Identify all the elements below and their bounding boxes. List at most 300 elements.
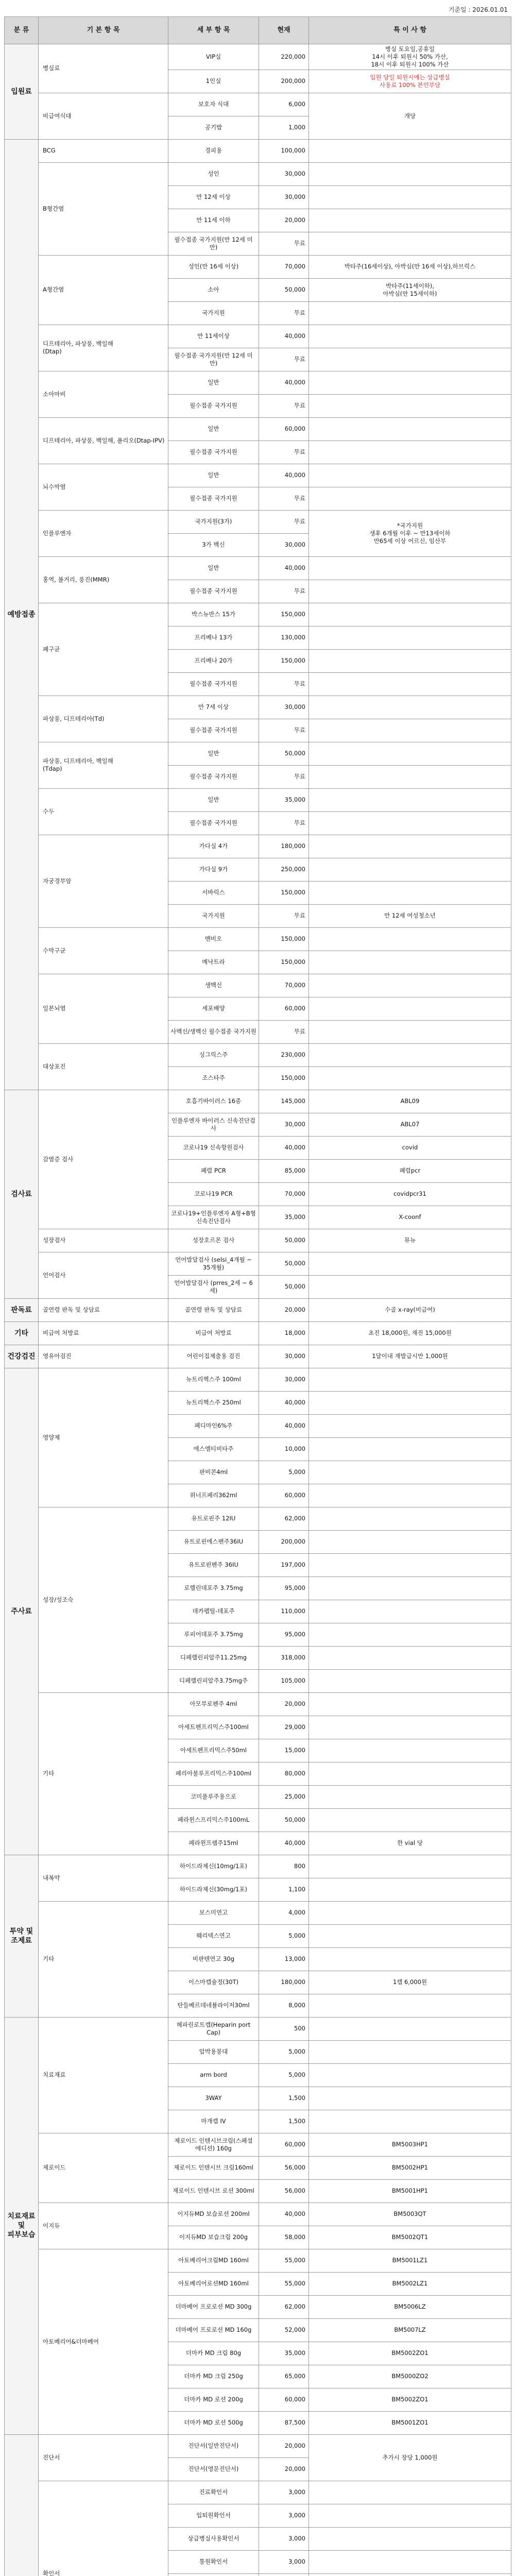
price-cell: 100,000 <box>259 139 309 162</box>
price-cell: 무료 <box>259 510 309 533</box>
detail-item-cell: 세포배양 <box>168 997 259 1020</box>
price-cell: 20,000 <box>259 2458 309 2481</box>
remarks-cell <box>309 1043 511 1066</box>
remarks-cell <box>309 1553 511 1577</box>
detail-item-cell: 소아 <box>168 278 259 301</box>
remarks-cell <box>309 1252 511 1275</box>
price-cell: 110,000 <box>259 1600 309 1623</box>
basic-item-cell: 내복약 <box>39 1855 168 1901</box>
remarks-cell <box>309 1623 511 1646</box>
remarks-cell <box>309 1020 511 1043</box>
remarks-cell: BM5001LZ1 <box>309 2249 511 2272</box>
remarks-cell: 1달이내 재발급시만 1,000원 <box>309 1345 511 1368</box>
detail-item-cell: 진료확인서 <box>168 2481 259 2504</box>
detail-item-cell: 일반 <box>168 464 259 487</box>
price-cell: 60,000 <box>259 997 309 1020</box>
category-cell <box>5 2434 39 2576</box>
remarks-cell: X-coonf <box>309 1206 511 1229</box>
table-row <box>5 1507 511 1530</box>
price-cell: 무료 <box>259 487 309 510</box>
price-cell: 65,000 <box>259 2365 309 2388</box>
remarks-cell <box>309 162 511 185</box>
remarks-cell <box>309 1808 511 1832</box>
remarks-cell: 입원 당일 퇴원시에는 상급병실 사용료 100% 본인부담 <box>309 70 511 93</box>
price-cell: 40,000 <box>259 1136 309 1159</box>
table-header-row <box>5 17 511 44</box>
detail-item-cell: 필수접종 국가지원 <box>168 487 259 510</box>
remarks-cell <box>309 1484 511 1507</box>
price-cell: 40,000 <box>259 1391 309 1414</box>
detail-item-cell: 코로나19 PCR <box>168 1182 259 1206</box>
detail-item-cell: 코로나19 신속항원검사 <box>168 1136 259 1159</box>
remarks-cell: 병실 토요일,공휴일 14시 이후 퇴원시 50% 가산, 18시 이후 퇴원시 100% 가산 <box>309 44 511 70</box>
remarks-cell <box>309 742 511 765</box>
table-row <box>5 556 511 580</box>
price-cell: 5,000 <box>259 1461 309 1484</box>
detail-item-cell: 성장호르몬 검사 <box>168 1229 259 1252</box>
detail-item-cell: 페라윈프렘주15ml <box>168 1832 259 1855</box>
basic-item-cell: 디프테리아, 파상풍, 백일해, 폴리오(Dtap-IPV) <box>39 417 168 464</box>
remarks-cell <box>309 927 511 951</box>
remarks-cell <box>309 1739 511 1762</box>
basic-item-cell: 수두 <box>39 788 168 835</box>
price-cell: 5,000 <box>259 2040 309 2063</box>
price-cell: 52,000 <box>259 2318 309 2342</box>
detail-item-cell: 통원확인서 <box>168 2550 259 2573</box>
category-cell: 판독료 <box>5 1298 39 1321</box>
category-cell: 건강검진 <box>5 1345 39 1368</box>
remarks-cell: BM5003HP1 <box>309 2133 511 2156</box>
detail-item-cell: 에스엠티비타주 <box>168 1437 259 1461</box>
remarks-cell: BM5003QT <box>309 2202 511 2226</box>
price-cell: 1,500 <box>259 2110 309 2133</box>
detail-item-cell: 필수접종 국가지원 <box>168 719 259 742</box>
basic-item-cell: 파상풍, 디프테리아(Td) <box>39 696 168 742</box>
remarks-cell <box>309 1878 511 1901</box>
remarks-cell <box>309 881 511 904</box>
detail-item-cell: 아세트펜프리믹스주100ml <box>168 1716 259 1739</box>
remarks-cell <box>309 1530 511 1553</box>
basic-item-cell: 일본뇌염 <box>39 974 168 1043</box>
table-row <box>5 696 511 719</box>
price-cell: 4,000 <box>259 1901 309 1924</box>
remarks-cell: BM5006LZ <box>309 2295 511 2318</box>
header-basic-item: 기 본 항 목 <box>39 17 168 44</box>
category-cell: 주사료 <box>5 1368 39 1855</box>
detail-item-cell: 상급병실사용확인서 <box>168 2527 259 2550</box>
remarks-cell <box>309 301 511 325</box>
table-row <box>5 93 511 116</box>
price-cell: 30,000 <box>259 533 309 556</box>
price-cell: 3,000 <box>259 2481 309 2504</box>
detail-item-cell: 코로나19+인플루엔자 A형+B형 신속진단검사 <box>168 1206 259 1229</box>
remarks-cell <box>309 2063 511 2087</box>
remarks-cell <box>309 858 511 881</box>
table-row <box>5 1901 511 1924</box>
detail-item-cell: 아토베리어로션MD 160ml <box>168 2272 259 2295</box>
table-row <box>5 2249 511 2272</box>
detail-item-cell: 생백신 <box>168 974 259 997</box>
remarks-cell <box>309 1716 511 1739</box>
detail-item-cell: 필수접종 국가지원 <box>168 394 259 417</box>
detail-item-cell: 뉴트리헥스주 250ml <box>168 1391 259 1414</box>
detail-item-cell: 하이드라제신(10mg/1포) <box>168 1855 259 1878</box>
remarks-cell <box>309 2110 511 2133</box>
remarks-cell: 한 vial 당 <box>309 1832 511 1855</box>
detail-item-cell: 성인 <box>168 162 259 185</box>
remarks-cell <box>309 2527 511 2550</box>
basic-item-cell: 디프테리아, 파상풍, 백일해 (Dtap) <box>39 325 168 371</box>
price-cell: 80,000 <box>259 1762 309 1785</box>
price-cell: 무료 <box>259 904 309 927</box>
price-cell: 40,000 <box>259 1832 309 1855</box>
table-row <box>5 44 511 70</box>
remarks-cell <box>309 2087 511 2110</box>
remarks-cell <box>309 1437 511 1461</box>
basic-item-cell: 비급여 처방료 <box>39 1321 168 1345</box>
price-cell: 180,000 <box>259 835 309 858</box>
detail-item-cell: VIP실 <box>168 44 259 70</box>
remarks-cell: 폐렴pcr <box>309 1159 511 1182</box>
table-row <box>5 162 511 185</box>
detail-item-cell: 더마베어 프로로션 MD 160g <box>168 2318 259 2342</box>
remarks-cell: BM5002HP1 <box>309 2156 511 2179</box>
price-cell: 56,000 <box>259 2179 309 2202</box>
remarks-cell <box>309 603 511 626</box>
detail-item-cell: 3가 백신 <box>168 533 259 556</box>
detail-item-cell: 언어발달검사 (selsi_4개월 ~ 35개월) <box>168 1252 259 1275</box>
remarks-cell <box>309 997 511 1020</box>
price-cell: 6,000 <box>259 93 309 116</box>
detail-item-cell: 공기밥 <box>168 116 259 139</box>
detail-item-cell: 루피어데포주 3.75mg <box>168 1623 259 1646</box>
category-cell: 입원료 <box>5 44 39 140</box>
detail-item-cell: 만 12세 이상 <box>168 185 259 209</box>
remarks-cell <box>309 1901 511 1924</box>
detail-item-cell: arm bord <box>168 2063 259 2087</box>
remarks-cell <box>309 2040 511 2063</box>
basic-item-cell: 확인서 <box>39 2481 168 2576</box>
header-category: 분 류 <box>5 17 39 44</box>
remarks-cell: BM5007LZ <box>309 2318 511 2342</box>
price-cell: 30,000 <box>259 185 309 209</box>
detail-item-cell: 판비콘4ml <box>168 1461 259 1484</box>
price-cell: 105,000 <box>259 1669 309 1692</box>
price-cell: 50,000 <box>259 1229 309 1252</box>
remarks-cell <box>309 1368 511 1391</box>
detail-item-cell: 더마카 MD 크림 80g <box>168 2342 259 2365</box>
remarks-cell <box>309 2504 511 2527</box>
detail-item-cell: 보스미연고 <box>168 1901 259 1924</box>
detail-item-cell: 경피용 <box>168 139 259 162</box>
basic-item-cell: 비급여식대 <box>39 93 168 139</box>
price-cell: 50,000 <box>259 1275 309 1298</box>
table-row <box>5 2133 511 2156</box>
detail-item-cell: 국가지원(3가) <box>168 510 259 533</box>
price-cell: 150,000 <box>259 951 309 974</box>
category-cell: 검사료 <box>5 1090 39 1298</box>
price-cell: 40,000 <box>259 556 309 580</box>
detail-item-cell: 국가지원 <box>168 904 259 927</box>
detail-item-cell: 호흡기바이러스 16종 <box>168 1090 259 1113</box>
remarks-cell <box>309 1507 511 1530</box>
detail-item-cell: 필수접종 국가지원 <box>168 765 259 788</box>
remarks-cell <box>309 2017 511 2040</box>
detail-item-cell: 싱그릭스주 <box>168 1043 259 1066</box>
remarks-cell <box>309 696 511 719</box>
table-row <box>5 1368 511 1391</box>
remarks-cell: 1캡 6,000원 <box>309 1971 511 1994</box>
table-row <box>5 510 511 533</box>
price-cell: 5,000 <box>259 1924 309 1947</box>
price-cell: 3,000 <box>259 2550 309 2573</box>
price-cell: 70,000 <box>259 1182 309 1206</box>
basic-item-cell: 자궁경부암 <box>39 835 168 927</box>
detail-item-cell: 1인실 <box>168 70 259 93</box>
table-row <box>5 835 511 858</box>
price-cell: 50,000 <box>259 742 309 765</box>
detail-item-cell: 성인(만 16세 이상) <box>168 255 259 278</box>
price-cell: 56,000 <box>259 2156 309 2179</box>
table-row <box>5 371 511 394</box>
detail-item-cell: 하이드라제신(30mg/1포) <box>168 1878 259 1901</box>
detail-item-cell: 사백신/생백신 필수접종 국가지원 <box>168 1020 259 1043</box>
remarks-cell: BM5001HP1 <box>309 2179 511 2202</box>
price-cell: 40,000 <box>259 2202 309 2226</box>
price-cell: 500 <box>259 2017 309 2040</box>
detail-item-cell <box>168 2573 259 2576</box>
detail-item-cell: 뉴트리헥스주 100ml <box>168 1368 259 1391</box>
detail-item-cell: 입퇴원확인서 <box>168 2504 259 2527</box>
basic-item-cell: 언어검사 <box>39 1252 168 1298</box>
category-cell: 기타 <box>5 1321 39 1345</box>
price-cell: 60,000 <box>259 2133 309 2156</box>
remarks-cell <box>309 2481 511 2504</box>
detail-item-cell: 일반 <box>168 417 259 440</box>
detail-item-cell: 메낙트라 <box>168 951 259 974</box>
table-row <box>5 1229 511 1252</box>
remarks-cell: covidpcr31 <box>309 1182 511 1206</box>
detail-item-cell: 디페렐린피알주11.25mg <box>168 1646 259 1669</box>
table-row <box>5 255 511 278</box>
table-row <box>5 2481 511 2504</box>
price-cell: 95,000 <box>259 1623 309 1646</box>
remarks-cell <box>309 1461 511 1484</box>
detail-item-cell: 만 7세 이상 <box>168 696 259 719</box>
price-cell: 20,000 <box>259 1298 309 1321</box>
remarks-cell: *국가지원 생후 6개월 이후 ~ 만13세이하 만65세 이상 어르신, 임산부 <box>309 510 511 556</box>
remarks-cell: BM5001ZO1 <box>309 2411 511 2434</box>
price-cell: 1,100 <box>259 1878 309 1901</box>
price-cell: 3,000 <box>259 2504 309 2527</box>
basic-item-cell: 골연령 판독 및 상담료 <box>39 1298 168 1321</box>
detail-item-cell: 가다실 4가 <box>168 835 259 858</box>
detail-item-cell: 위너프페리362ml <box>168 1484 259 1507</box>
remarks-cell: 개당 <box>309 93 511 139</box>
remarks-cell <box>309 185 511 209</box>
remarks-cell <box>309 440 511 464</box>
price-cell: 1,500 <box>259 2087 309 2110</box>
detail-item-cell: 페디마인6%주 <box>168 1414 259 1437</box>
detail-item-cell: 이스마캡슐정(30T) <box>168 1971 259 1994</box>
basic-item-cell: BCG <box>39 139 168 162</box>
price-cell: 50,000 <box>259 1808 309 1832</box>
price-cell: 30,000 <box>259 162 309 185</box>
remarks-cell: ABL09 <box>309 1090 511 1113</box>
table-row <box>5 1855 511 1878</box>
basic-item-cell: B형간염 <box>39 162 168 255</box>
remarks-cell <box>309 672 511 696</box>
remarks-cell <box>309 1669 511 1692</box>
remarks-cell <box>309 1577 511 1600</box>
detail-item-cell: 마개캡 IV <box>168 2110 259 2133</box>
detail-item-cell: 데카펩틸-데포주 <box>168 1600 259 1623</box>
remarks-cell <box>309 580 511 603</box>
detail-item-cell: 제로이드 인텐시브 로션 300ml <box>168 2179 259 2202</box>
price-cell: 35,000 <box>259 2342 309 2365</box>
basic-item-cell: 기타 <box>39 1692 168 1855</box>
remarks-cell <box>309 556 511 580</box>
remarks-cell <box>309 1600 511 1623</box>
price-cell: 70,000 <box>259 974 309 997</box>
basic-item-cell: 이지듀 <box>39 2202 168 2249</box>
remarks-cell: BM5002QT1 <box>309 2226 511 2249</box>
remarks-cell <box>309 719 511 742</box>
price-cell: 85,000 <box>259 1159 309 1182</box>
detail-item-cell: 멘비오 <box>168 927 259 951</box>
basic-item-cell: 뇌수막염 <box>39 464 168 510</box>
price-cell: 800 <box>259 1855 309 1878</box>
detail-item-cell: 일반 <box>168 742 259 765</box>
remarks-cell <box>309 1066 511 1090</box>
remarks-cell <box>309 139 511 162</box>
basic-item-cell: 성장/성조숙 <box>39 1507 168 1692</box>
detail-item-cell: 만 11세이상 <box>168 325 259 348</box>
price-cell: 40,000 <box>259 464 309 487</box>
remarks-cell: 박타주(16세이상), 아박심(만 16세 이상),하브릭스 <box>309 255 511 278</box>
detail-item-cell: 더마카 MD 로션 200g <box>168 2388 259 2411</box>
detail-item-cell: 헤파린로트캡(Heparin port Cap) <box>168 2017 259 2040</box>
remarks-cell <box>309 2573 511 2576</box>
remarks-cell <box>309 951 511 974</box>
detail-item-cell: 보호자 식대 <box>168 93 259 116</box>
detail-item-cell: 일반 <box>168 556 259 580</box>
standard-date: 기준일 : 2026.01.01 <box>448 6 508 13</box>
table-row <box>5 742 511 765</box>
table-row <box>5 1252 511 1275</box>
remarks-cell <box>309 974 511 997</box>
header-detail-item: 세 부 항 목 <box>168 17 259 44</box>
price-cell: 87,500 <box>259 2411 309 2434</box>
price-cell: 58,000 <box>259 2226 309 2249</box>
price-cell: 3,000 <box>259 2527 309 2550</box>
price-cell: 5,000 <box>259 2063 309 2087</box>
basic-item-cell: A형간염 <box>39 255 168 325</box>
detail-item-cell: 언어발달검사 (prres_2세 ~ 6세) <box>168 1275 259 1298</box>
remarks-cell: 만 12세 여성청소년 <box>309 904 511 927</box>
price-cell: 무료 <box>259 394 309 417</box>
detail-item-cell: 프리베나 20가 <box>168 649 259 672</box>
fee-table-body <box>5 44 511 2576</box>
detail-item-cell: 골연령 판독 및 상담료 <box>168 1298 259 1321</box>
detail-item-cell: 유트로핀주 12IU <box>168 1507 259 1530</box>
price-cell: 200,000 <box>259 70 309 93</box>
price-cell: 130,000 <box>259 626 309 649</box>
detail-item-cell: 진단서(영문진단서) <box>168 2458 259 2481</box>
price-cell: 35,000 <box>259 1206 309 1229</box>
price-cell: 20,000 <box>259 209 309 232</box>
detail-item-cell: 어린이집제출용 검진 <box>168 1345 259 1368</box>
price-cell: 30,000 <box>259 1113 309 1136</box>
remarks-cell <box>309 1947 511 1971</box>
table-row <box>5 464 511 487</box>
detail-item-cell: 진단서(일반진단서) <box>168 2434 259 2458</box>
price-cell: 95,000 <box>259 1577 309 1600</box>
detail-item-cell: 프리베나 13가 <box>168 626 259 649</box>
price-cell: 62,000 <box>259 1507 309 1530</box>
remarks-cell: 초진 18,000원, 재진 15,000원 <box>309 1321 511 1345</box>
detail-item-cell: 디페렐린피알주3.75mg주 <box>168 1669 259 1692</box>
price-cell <box>259 2573 309 2576</box>
detail-item-cell: 더마카 MD 크림 250g <box>168 2365 259 2388</box>
detail-item-cell: 조스타주 <box>168 1066 259 1090</box>
table-row <box>5 1321 511 1345</box>
detail-item-cell: 서바릭스 <box>168 881 259 904</box>
detail-item-cell: 박스뉴반스 15가 <box>168 603 259 626</box>
detail-item-cell: 폐렴 PCR <box>168 1159 259 1182</box>
basic-item-cell: 소아마비 <box>39 371 168 417</box>
header-current-price: 현재 <box>259 17 309 44</box>
remarks-cell <box>309 1785 511 1808</box>
basic-item-cell: 파상풍, 디프테리아, 백일해 (Tdap) <box>39 742 168 788</box>
price-cell: 무료 <box>259 232 309 255</box>
price-cell: 50,000 <box>259 1252 309 1275</box>
basic-item-cell: 폐구균 <box>39 603 168 696</box>
basic-item-cell: 진단서 <box>39 2434 168 2481</box>
header-remarks: 특 이 사 항 <box>309 17 511 44</box>
price-cell: 62,000 <box>259 2295 309 2318</box>
table-row <box>5 1345 511 1368</box>
remarks-cell <box>309 487 511 510</box>
remarks-cell <box>309 1692 511 1716</box>
detail-item-cell: 유트로핀에스펜주36IU <box>168 1530 259 1553</box>
table-row <box>5 1298 511 1321</box>
remarks-cell <box>309 788 511 811</box>
basic-item-cell: 감염증 검사 <box>39 1090 168 1229</box>
detail-item-cell: 일반 <box>168 371 259 394</box>
price-cell: 10,000 <box>259 1437 309 1461</box>
detail-item-cell: 제로이드 인텐시브크림(스페셜 에디션) 160g <box>168 2133 259 2156</box>
price-cell: 180,000 <box>259 1971 309 1994</box>
price-cell: 18,000 <box>259 1321 309 1345</box>
basic-item-cell: 대상포진 <box>39 1043 168 1090</box>
remarks-cell <box>309 811 511 835</box>
price-cell: 40,000 <box>259 371 309 394</box>
table-row <box>5 603 511 626</box>
table-row <box>5 974 511 997</box>
basic-item-cell: 홍역, 볼거리, 풍진(MMR) <box>39 556 168 603</box>
remarks-cell <box>309 325 511 348</box>
price-cell: 무료 <box>259 1020 309 1043</box>
detail-item-cell: 압박용붕대 <box>168 2040 259 2063</box>
detail-item-cell: 국가지원 <box>168 301 259 325</box>
remarks-cell <box>309 1924 511 1947</box>
price-cell: 1,000 <box>259 116 309 139</box>
price-cell: 200,000 <box>259 1530 309 1553</box>
detail-item-cell: 필수접종 국가지원(만 12세 미만) <box>168 232 259 255</box>
detail-item-cell: 탄들베르데네뷸라이저30ml <box>168 1994 259 2017</box>
price-cell: 35,000 <box>259 788 309 811</box>
